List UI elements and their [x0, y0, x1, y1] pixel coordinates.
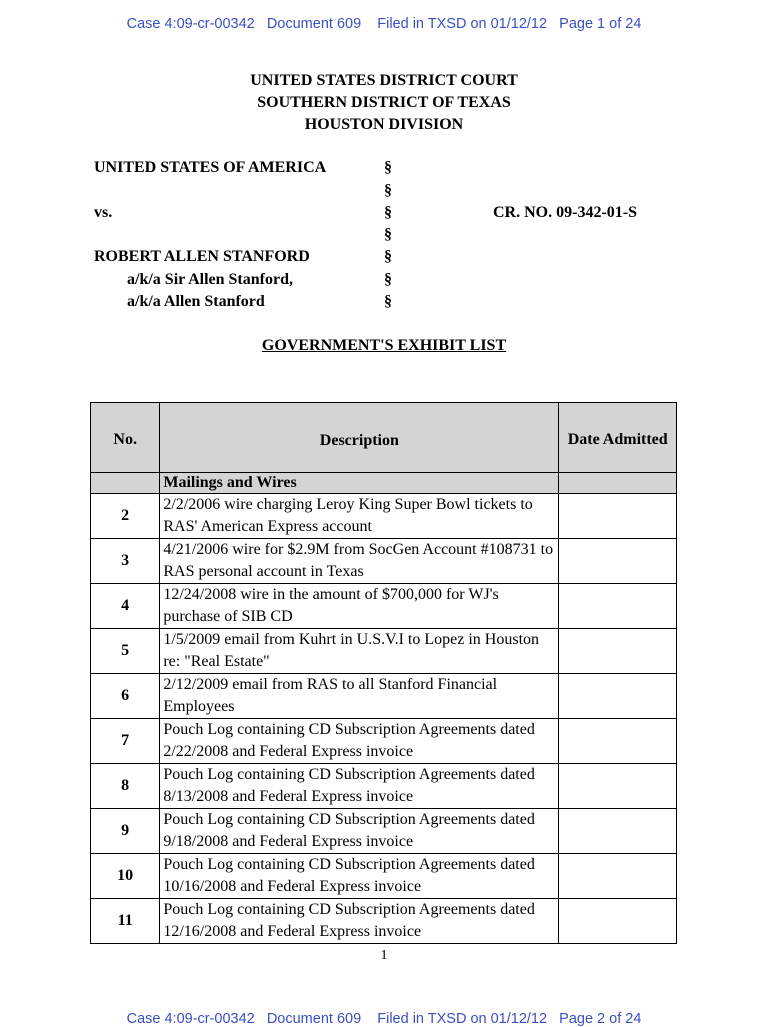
table-row [91, 719, 677, 764]
case-number: CR. NO. 09-342-01-S [493, 204, 637, 221]
section-symbol: § [384, 293, 392, 310]
versus-label: vs. [94, 204, 113, 221]
section-symbol: § [384, 226, 392, 243]
plaintiff-name: UNITED STATES OF AMERICA [94, 159, 327, 176]
table-row [91, 854, 677, 899]
defendant-alias-1: a/k/a Sir Allen Stanford, [127, 271, 293, 288]
exhibit-number: 3 [91, 539, 160, 584]
exhibit-date-admitted [559, 629, 677, 674]
exhibit-description: Pouch Log containing CD Subscription Agreements dated 2/22/2008 and Federal Express invoice [160, 719, 559, 764]
table-header-row [91, 403, 677, 473]
exhibit-date-admitted [559, 719, 677, 764]
header-filing-stamp: Case 4:09-cr-00342 Document 609 Filed in TXSD on 01/12/12 Page 1 of 24 [126, 16, 642, 32]
exhibit-number: 11 [91, 899, 160, 944]
exhibit-number: 8 [91, 764, 160, 809]
table-row [91, 674, 677, 719]
court-division: HOUSTON DIVISION [304, 116, 464, 133]
table-row [91, 584, 677, 629]
court-district: SOUTHERN DISTRICT OF TEXAS [257, 94, 511, 111]
exhibit-description: Pouch Log containing CD Subscription Agreements dated 9/18/2008 and Federal Express invoice [160, 809, 559, 854]
exhibit-description: Pouch Log containing CD Subscription Agreements dated 12/16/2008 and Federal Express invoice [160, 899, 559, 944]
court-name: UNITED STATES DISTRICT COURT [250, 72, 518, 89]
court-heading [0, 70, 768, 136]
exhibit-list-title: GOVERNMENT'S EXHIBIT LIST [261, 337, 507, 354]
table-row [91, 809, 677, 854]
exhibit-date-admitted [559, 764, 677, 809]
exhibit-description: 2/12/2009 email from RAS to all Stanford Financial Employees [160, 674, 559, 719]
exhibit-date-admitted [559, 494, 677, 539]
exhibit-date-admitted [559, 809, 677, 854]
section-symbol: § [384, 204, 392, 221]
exhibit-number: 9 [91, 809, 160, 854]
exhibit-number: 10 [91, 854, 160, 899]
exhibit-number: 5 [91, 629, 160, 674]
exhibit-number: 6 [91, 674, 160, 719]
exhibit-date-admitted [559, 584, 677, 629]
defendant-name: ROBERT ALLEN STANFORD [94, 248, 310, 265]
exhibit-table [90, 402, 677, 944]
section-symbol: § [384, 159, 392, 176]
table-row [91, 629, 677, 674]
table-row [91, 494, 677, 539]
section-symbol: § [384, 182, 392, 199]
exhibit-number: 2 [91, 494, 160, 539]
footer-filing-stamp: Case 4:09-cr-00342 Document 609 Filed in TXSD on 01/12/12 Page 2 of 24 [126, 1011, 642, 1027]
exhibit-date-admitted [559, 674, 677, 719]
section-label: Mailings and Wires [160, 473, 559, 494]
exhibit-description: 4/21/2006 wire for $2.9M from SocGen Account #108731 to RAS personal account in Texas [160, 539, 559, 584]
section-row [91, 473, 677, 494]
column-header-description: Description [160, 403, 559, 473]
exhibit-number: 7 [91, 719, 160, 764]
column-header-date-admitted: Date Admitted [559, 403, 677, 473]
exhibit-description: 1/5/2009 email from Kuhrt in U.S.V.I to Lopez in Houston re: "Real Estate" [160, 629, 559, 674]
exhibit-date-admitted [559, 854, 677, 899]
table-row [91, 899, 677, 944]
column-header-no: No. [91, 403, 160, 473]
exhibit-number: 4 [91, 584, 160, 629]
table-row [91, 764, 677, 809]
section-symbol: § [384, 271, 392, 288]
exhibit-description: Pouch Log containing CD Subscription Agreements dated 10/16/2008 and Federal Express invoice [160, 854, 559, 899]
page-number: 1 [380, 948, 388, 963]
section-no-cell [91, 473, 160, 494]
exhibit-description: 2/2/2006 wire charging Leroy King Super Bowl tickets to RAS' American Express account [160, 494, 559, 539]
exhibit-description: 12/24/2008 wire in the amount of $700,000 for WJ's purchase of SIB CD [160, 584, 559, 629]
table-row [91, 539, 677, 584]
section-symbol: § [384, 248, 392, 265]
exhibit-description: Pouch Log containing CD Subscription Agreements dated 8/13/2008 and Federal Express invoice [160, 764, 559, 809]
defendant-alias-2: a/k/a Allen Stanford [127, 293, 265, 310]
exhibit-date-admitted [559, 899, 677, 944]
exhibit-date-admitted [559, 539, 677, 584]
section-date-cell [559, 473, 677, 494]
